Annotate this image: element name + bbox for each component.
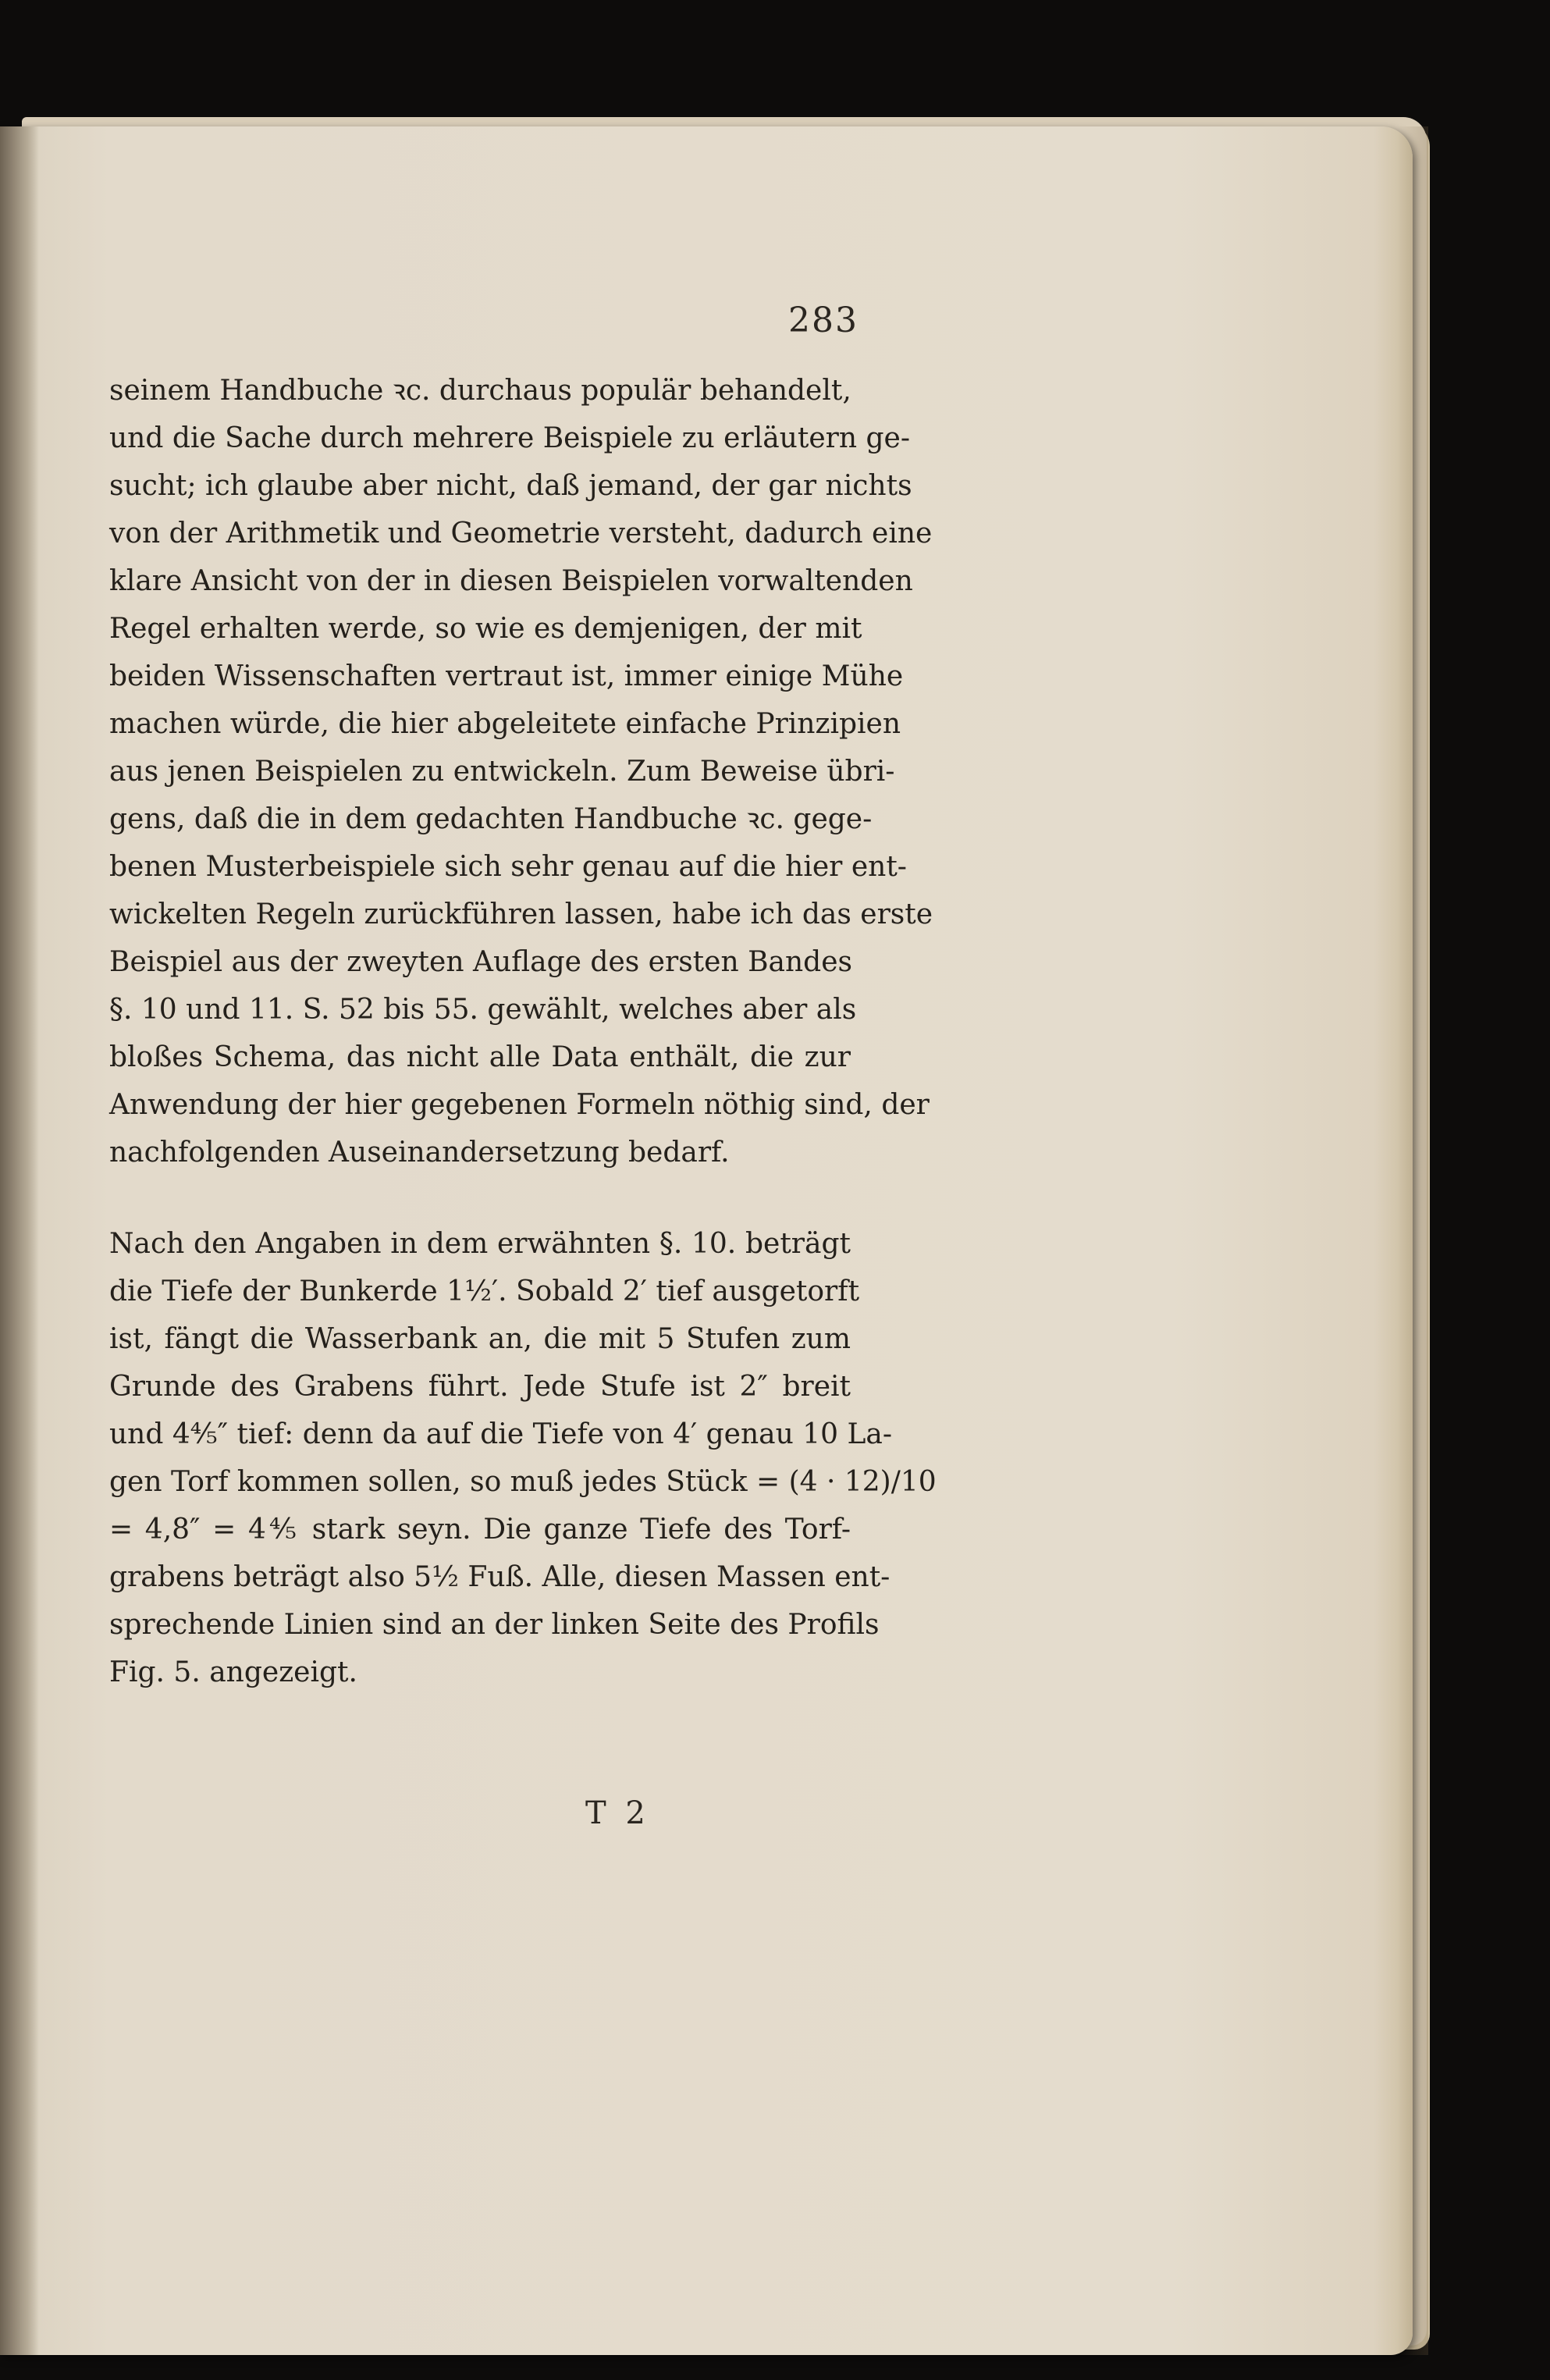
text-line: grabens beträgt also 5½ Fuß. Alle, diesen Massen ent-	[109, 1561, 891, 1593]
text-line: §. 10 und 11. S. 52 bis 55. gewählt, welches aber als	[109, 994, 857, 1026]
text-line: sucht; ich glaube aber nicht, daß jemand, der gar nichts	[109, 470, 912, 502]
text-line: aus jenen Beispielen zu entwickeln. Zum Beweise übri-	[109, 756, 895, 788]
body-text	[109, 367, 937, 1696]
text-line: Anwendung der hier gegebenen Formeln nöthig sind, der	[109, 1089, 930, 1121]
text-line: Grunde des Grabens führt. Jede Stufe ist 2″ breit	[109, 1371, 851, 1403]
paragraph-1	[109, 367, 933, 1176]
text-line: klare Ansicht von der in diesen Beispielen vorwaltenden	[109, 565, 913, 597]
text-line: nachfolgenden Auseinandersetzung bedarf.	[109, 1137, 730, 1169]
paragraph-2	[109, 1220, 937, 1696]
signature-mark: T 2	[585, 1795, 650, 1831]
text-line: die Tiefe der Bunkerde 1½′. Sobald 2′ tief ausgetorft	[109, 1275, 860, 1307]
text-line: wickelten Regeln zurückführen lassen, habe ich das erste	[109, 898, 933, 930]
text-line: und die Sache durch mehrere Beispiele zu erläutern ge-	[109, 422, 910, 454]
text-line: und 4⅘″ tief: denn da auf die Tiefe von 4′ genau 10 La-	[109, 1418, 893, 1450]
book-gutter	[0, 126, 39, 2355]
page-edge	[1397, 126, 1428, 2355]
text-line: seinem Handbuche ꝛc. durchaus populär behandelt,	[109, 375, 851, 407]
text-line: Nach den Angaben in dem erwähnten §. 10. beträgt	[109, 1228, 851, 1260]
text-line: Regel erhalten werde, so wie es demjenigen, der mit	[109, 613, 862, 645]
text-line: von der Arithmetik und Geometrie versteht, dadurch eine	[109, 518, 933, 550]
paragraph-gap	[109, 1176, 851, 1220]
text-line: sprechende Linien sind an der linken Seite des Profils	[109, 1609, 880, 1641]
text-line: gen Torf kommen sollen, so muß jedes Stück = (4 · 12)/10	[109, 1466, 937, 1498]
text-line: = 4,8″ = 4⅘ stark seyn. Die ganze Tiefe des Torf-	[109, 1514, 851, 1546]
text-line: ist, fängt die Wasserbank an, die mit 5 Stufen zum	[109, 1323, 851, 1355]
text-line: benen Musterbeispiele sich sehr genau auf die hier ent-	[109, 851, 907, 883]
text-line: machen würde, die hier abgeleitete einfache Prinzipien	[109, 708, 901, 740]
text-line: beiden Wissenschaften vertraut ist, immer einige Mühe	[109, 660, 904, 692]
page-number: 283	[788, 301, 859, 340]
text-line: Beispiel aus der zweyten Auflage des ersten Bandes	[109, 946, 852, 978]
text-line: Fig. 5. angezeigt.	[109, 1656, 357, 1688]
text-line: gens, daß die in dem gedachten Handbuche ꝛc. gege-	[109, 803, 873, 835]
text-line: bloßes Schema, das nicht alle Data enthält, die zur	[109, 1041, 851, 1073]
